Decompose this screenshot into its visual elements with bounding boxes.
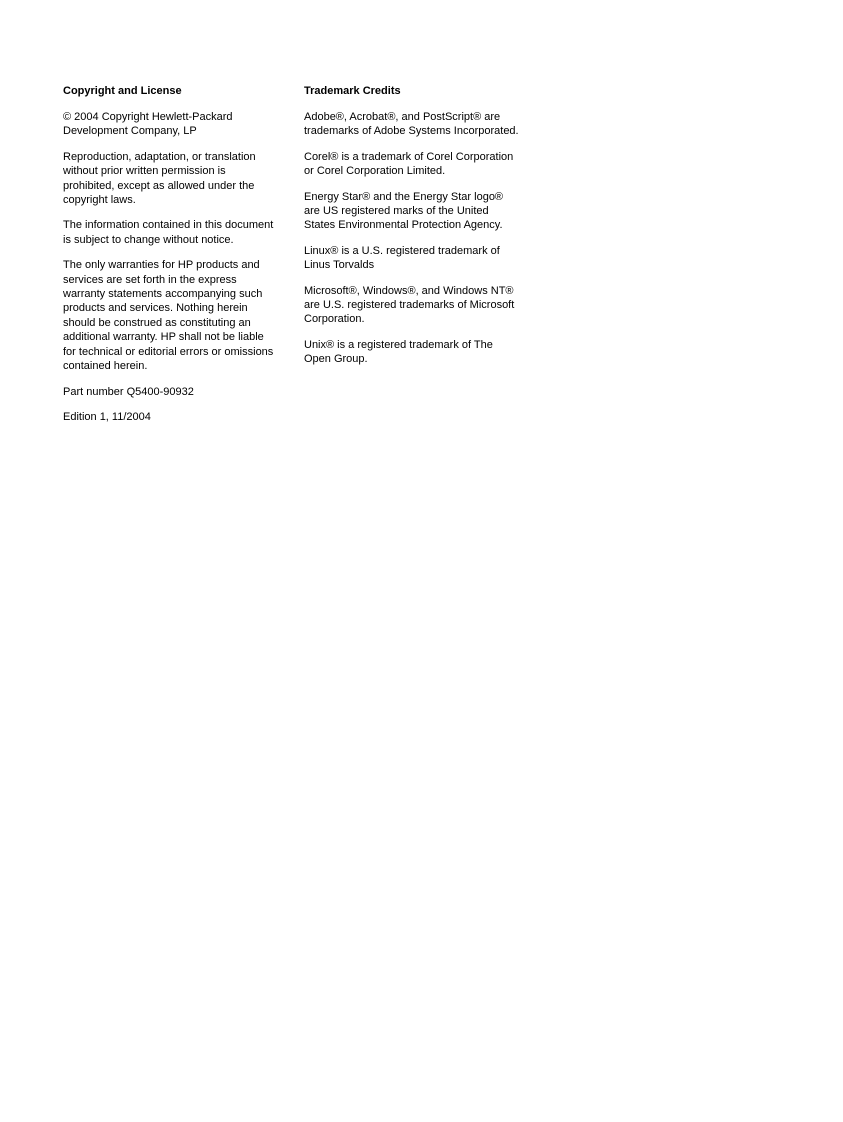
text-line: Linux® is a U.S. registered trademark of xyxy=(304,244,500,257)
text-line: Edition 1, 11/2004 xyxy=(63,410,151,423)
copyright-license-section xyxy=(63,84,288,435)
adobe-trademark-paragraph xyxy=(304,110,532,139)
trademark-credits-section xyxy=(304,84,532,378)
energy-star-trademark-paragraph xyxy=(304,190,532,233)
text-line: Part number Q5400-90932 xyxy=(63,385,194,398)
text-line: Development Company, LP xyxy=(63,125,197,138)
text-line: should be construed as constituting an xyxy=(63,316,251,329)
corel-trademark-paragraph xyxy=(304,150,532,179)
text-line: warranty statements accompanying such xyxy=(63,288,263,301)
unix-trademark-paragraph xyxy=(304,338,532,367)
copyright-notice-paragraph xyxy=(63,110,288,139)
text-line: is subject to change without notice. xyxy=(63,233,234,246)
text-line: The information contained in this document xyxy=(63,219,274,232)
edition xyxy=(63,410,288,424)
text-line: additional warranty. HP shall not be liable xyxy=(63,331,264,344)
section-heading-copyright: Copyright and License xyxy=(63,85,182,97)
text-line: Corel® is a trademark of Corel Corporation xyxy=(304,150,514,163)
text-line: are US registered marks of the United xyxy=(304,205,489,218)
text-line: or Corel Corporation Limited. xyxy=(304,165,446,178)
reproduction-paragraph xyxy=(63,150,288,208)
text-line: © 2004 Copyright Hewlett-Packard xyxy=(63,111,233,123)
text-line: copyright laws. xyxy=(63,194,136,207)
text-line: for technical or editorial errors or omissions xyxy=(63,345,274,358)
text-line: prohibited, except as allowed under the xyxy=(63,179,255,192)
microsoft-trademark-paragraph xyxy=(304,284,532,327)
text-line: States Environmental Protection Agency. xyxy=(304,219,503,232)
text-line: Reproduction, adaptation, or translation xyxy=(63,150,256,163)
text-line: Unix® is a registered trademark of The xyxy=(304,338,493,351)
text-line: are U.S. registered trademarks of Microsoft xyxy=(304,299,515,312)
text-line: Linus Torvalds xyxy=(304,259,375,272)
part-number xyxy=(63,385,288,399)
linux-trademark-paragraph xyxy=(304,244,532,273)
text-line: trademarks of Adobe Systems Incorporated. xyxy=(304,125,519,138)
text-line: The only warranties for HP products and xyxy=(63,259,260,272)
text-line: services are set forth in the express xyxy=(63,273,237,286)
information-change-paragraph xyxy=(63,218,288,247)
text-line: products and services. Nothing herein xyxy=(63,302,248,315)
text-line: contained herein. xyxy=(63,360,148,373)
text-line: Adobe®, Acrobat®, and PostScript® are xyxy=(304,111,501,123)
text-line: Energy Star® and the Energy Star logo® xyxy=(304,190,504,203)
warranty-paragraph xyxy=(63,258,288,373)
text-line: Corporation. xyxy=(304,313,365,326)
text-line: Microsoft®, Windows®, and Windows NT® xyxy=(304,284,514,297)
section-heading-trademarks: Trademark Credits xyxy=(304,85,401,97)
text-line: without prior written permission is xyxy=(63,165,226,178)
text-line: Open Group. xyxy=(304,353,368,366)
